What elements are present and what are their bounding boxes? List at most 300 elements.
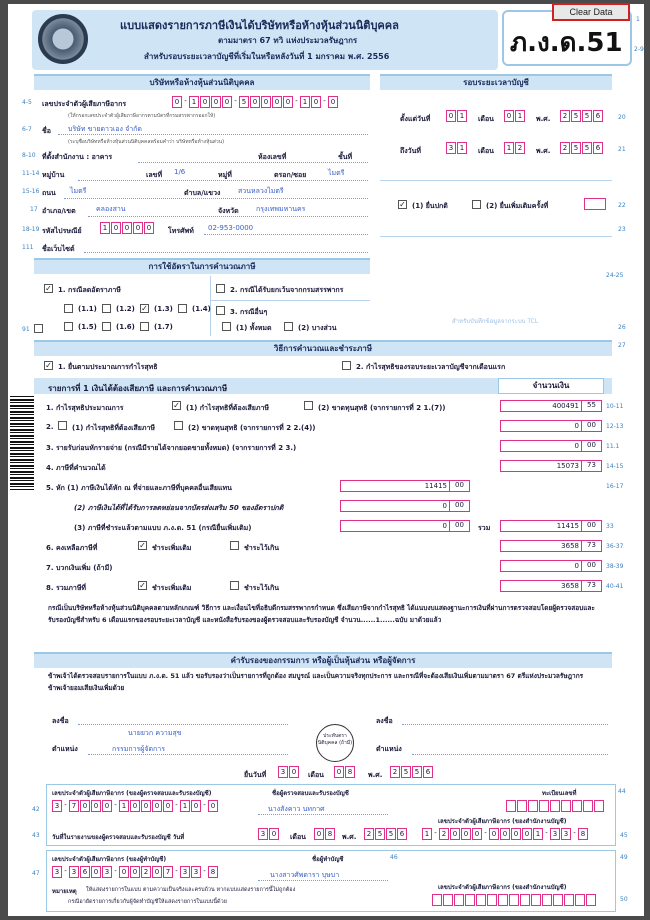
digit-cell[interactable]: - (322, 96, 327, 108)
bookkeeper-id-cells[interactable] (52, 866, 219, 878)
other-all-label: (1) ทั้งหมด (236, 324, 272, 332)
line5-label: 5. หัก (1) ภาษีเงินได้หัก ณ ที่จ่ายและภาษีที่บุคคลอื่นเสียแทน (46, 484, 232, 492)
digit-cell[interactable]: 1 (457, 110, 467, 122)
clear-data-button[interactable]: Clear Data (552, 3, 630, 21)
line1-baht: 400491 (552, 402, 579, 410)
postcode-cells[interactable] (100, 222, 155, 234)
bookkeeper-note-2: กรณีอายัดรายการเกี่ยวกับผู้จัดทำบัญชีให้แสดงรายการในแบบนี้ด้วย (68, 899, 227, 905)
digit-cell[interactable]: - (483, 828, 488, 840)
digit-cell[interactable]: 1 (100, 222, 110, 234)
digit-cell[interactable]: 0 (446, 110, 456, 122)
rate-option-1-2-checkbox[interactable] (102, 304, 111, 313)
digit-cell[interactable] (539, 800, 549, 812)
digit-cell[interactable]: 3 (69, 866, 79, 878)
digit-cell[interactable]: 5 (386, 828, 396, 840)
line5-2-satang: 00 (449, 500, 469, 512)
digit-cell[interactable]: 6 (80, 866, 90, 878)
office-id-label: เลขประจำตัวผู้เสียภาษีอากร (ของสำนักงานบัญชี) (438, 818, 567, 825)
position-line-2 (412, 754, 608, 755)
filing-day-cells[interactable] (278, 766, 300, 778)
line4-baht: 15073 (556, 462, 579, 470)
digit-cell[interactable]: 0 (133, 222, 143, 234)
digit-cell[interactable]: - (113, 800, 118, 812)
digit-cell[interactable] (528, 800, 538, 812)
digit-cell[interactable]: 0 (334, 766, 344, 778)
other-case-label: 3. กรณีอื่นๆ (230, 308, 268, 316)
digit-cell[interactable]: 0 (152, 800, 162, 812)
row-number: 4-5 (22, 99, 32, 106)
filing-date-label: ยื่นวันที่ (244, 771, 267, 779)
digit-cell[interactable] (509, 894, 519, 906)
cert-year-cells[interactable] (364, 828, 408, 840)
license-label: ทะเบียนเลขที่ (542, 790, 577, 797)
line6-pay-checkbox[interactable]: ✓ (139, 541, 146, 550)
digit-cell[interactable]: 1 (515, 110, 525, 122)
digit-cell[interactable]: 3 (102, 866, 112, 878)
digit-cell[interactable]: 2 (560, 142, 570, 154)
to-month-cells[interactable] (504, 142, 526, 154)
line5-total-amount[interactable] (500, 520, 602, 532)
digit-cell[interactable]: 5 (582, 142, 592, 154)
bookkeeper-note-prefix: หมายเหตุ (52, 888, 77, 895)
row-number: 24-25 (606, 272, 624, 279)
digit-cell[interactable]: 1 (422, 828, 432, 840)
digit-cell[interactable]: 3 (52, 866, 62, 878)
company-name-value[interactable]: บริษัท ขายดาวเอง จำกัด (68, 125, 142, 133)
line7-baht: 0 (574, 562, 579, 570)
digit-cell[interactable]: - (544, 828, 549, 840)
digit-cell[interactable] (487, 894, 497, 906)
soi-value[interactable]: ไมตรี (328, 169, 345, 177)
digit-cell[interactable]: 0 (141, 800, 151, 812)
digit-cell[interactable]: 2 (439, 828, 449, 840)
digit-cell[interactable]: 1 (189, 96, 199, 108)
digit-cell[interactable]: 0 (522, 828, 532, 840)
rate-option-1-6-checkbox[interactable] (102, 322, 111, 331)
digit-cell[interactable]: 0 (328, 96, 338, 108)
officer-note: สำหรับบันทึกข้อมูลจากระบบ TCL (452, 318, 539, 325)
digit-cell[interactable] (432, 894, 442, 906)
items-header: รายการที่ 1 เงินได้ต้องเสียภาษี และการคำนวณภาษี (48, 384, 228, 393)
exemption-checkbox[interactable] (216, 284, 225, 293)
digit-cell[interactable] (553, 894, 563, 906)
line2-profit-checkbox[interactable] (58, 421, 67, 430)
digit-cell[interactable]: 0 (450, 828, 460, 840)
row-number: 40-41 (606, 583, 624, 590)
rate-option-1-5-checkbox[interactable] (64, 322, 73, 331)
digit-cell[interactable]: 3 (550, 828, 560, 840)
road-value[interactable]: ไมตรี (70, 187, 87, 195)
bookkeeper-office-id-cells[interactable] (432, 894, 597, 906)
line5-2-baht: 0 (442, 502, 447, 510)
row-number: 23 (618, 226, 626, 233)
digit-cell[interactable] (542, 894, 552, 906)
district-value[interactable]: คลองสาน (96, 205, 126, 213)
digit-cell[interactable]: 0 (211, 96, 221, 108)
digit-cell[interactable]: - (63, 866, 68, 878)
cert-day-cells[interactable] (258, 828, 280, 840)
line6-pay-label: ชำระเพิ่มเติม (152, 544, 192, 552)
line8-label: 8. รวมภาษีที่ (46, 584, 87, 592)
signer-name[interactable]: นายยวก ความสุข (128, 729, 182, 737)
digit-cell[interactable]: 0 (311, 96, 321, 108)
digit-cell[interactable]: 2 (364, 828, 374, 840)
additional-count-input[interactable] (584, 198, 606, 210)
row-number: 2-9 (634, 46, 644, 53)
room-label: ห้องเลขที่ (258, 153, 287, 161)
estimate-method-checkbox[interactable]: ✓ (45, 361, 52, 370)
digit-cell[interactable]: 5 (375, 828, 385, 840)
digit-cell[interactable]: - (233, 96, 238, 108)
digit-cell[interactable] (498, 894, 508, 906)
line6-over-label: ชำระไว้เกิน (244, 544, 280, 552)
digit-cell[interactable] (586, 894, 596, 906)
position-value[interactable]: กรรมการผู้จัดการ (112, 745, 165, 753)
digit-cell[interactable]: 0 (500, 828, 510, 840)
address-line (138, 162, 368, 163)
rate-option-1-1-checkbox[interactable] (64, 304, 73, 313)
digit-cell[interactable]: 3 (52, 800, 62, 812)
line3-baht: 0 (574, 442, 579, 450)
line8-pay-checkbox[interactable]: ✓ (139, 581, 146, 590)
to-year-cells[interactable] (560, 142, 604, 154)
digit-cell[interactable]: - (63, 800, 68, 812)
line6-amount[interactable] (500, 540, 602, 552)
license-cells[interactable] (506, 800, 605, 812)
line1-label: 1. กำไรสุทธิประมาณการ (46, 404, 124, 412)
row-number: 49 (620, 854, 628, 861)
digit-cell[interactable]: 3 (561, 828, 571, 840)
digit-cell[interactable]: - (202, 800, 207, 812)
digit-cell[interactable]: 5 (239, 96, 249, 108)
line2-profit-label: (1) กำไรสุทธิที่ต้องเสียภาษี (72, 424, 156, 432)
digit-cell[interactable]: 0 (504, 110, 514, 122)
form-subtitle: ตามมาตรา 67 ทวิ แห่งประมวลรัษฎากร (218, 36, 358, 45)
digit-cell[interactable]: 0 (461, 828, 471, 840)
line5-1-amount[interactable] (340, 480, 470, 492)
to-day-cells[interactable] (446, 142, 468, 154)
row-number: 47 (32, 870, 40, 877)
company-section-header: บริษัทหรือห้างหุ้นส่วนนิติบุคคล (34, 74, 370, 90)
digit-cell[interactable]: 3 (278, 766, 288, 778)
digit-cell[interactable]: 1 (300, 96, 310, 108)
other-case-checkbox[interactable] (216, 306, 225, 315)
row-number: 43 (32, 832, 40, 839)
additional-filing-label: (2) ยื่นเพิ่มเติมครั้งที่ (486, 202, 549, 210)
bookkeeper-office-id-label: เลขประจำตัวผู้เสียภาษีอากร (ของสำนักงานบัญชี) (438, 884, 567, 891)
line6-baht: 3658 (561, 542, 579, 550)
filing-year-cells[interactable] (390, 766, 434, 778)
rate-option-1-3: (1.3) (154, 305, 173, 313)
amount-header: จำนวนเงิน (498, 378, 604, 394)
digit-cell[interactable]: 5 (412, 766, 422, 778)
digit-cell[interactable]: 1 (457, 142, 467, 154)
digit-cell[interactable]: - (174, 866, 179, 878)
form-subtitle-2: สำหรับรอบระยะเวลาบัญชีที่เริ่มในหรือหลังวันที่ 1 มกราคม พ.ศ. 2556 (144, 52, 390, 61)
digit-cell[interactable]: 8 (208, 866, 218, 878)
digit-cell[interactable]: - (202, 866, 207, 878)
digit-cell[interactable] (506, 800, 516, 812)
line2-loss-checkbox[interactable] (174, 421, 183, 430)
digit-cell[interactable]: 7 (69, 800, 79, 812)
digit-cell[interactable]: 2 (390, 766, 400, 778)
rate-option-1-6: (1.6) (116, 323, 135, 331)
cert-month-cells[interactable] (314, 828, 336, 840)
line1-loss-checkbox[interactable] (304, 401, 313, 410)
company-tax-id-cells[interactable] (172, 96, 339, 108)
digit-cell[interactable]: 0 (511, 828, 521, 840)
sign-label: ลงชื่อ (52, 717, 69, 725)
other-all-checkbox[interactable] (222, 322, 231, 331)
digit-cell[interactable]: - (433, 828, 438, 840)
digit-cell[interactable]: 0 (269, 828, 279, 840)
digit-cell[interactable] (465, 894, 475, 906)
line1-profit-checkbox[interactable]: ✓ (173, 401, 180, 410)
digit-cell[interactable] (572, 800, 582, 812)
digit-cell[interactable]: 6 (593, 142, 603, 154)
digit-cell[interactable]: 3 (191, 866, 201, 878)
sign-line (78, 724, 288, 725)
rate-option-1-7-checkbox[interactable] (140, 322, 149, 331)
digit-cell[interactable]: 6 (593, 110, 603, 122)
digit-cell[interactable]: 0 (144, 222, 154, 234)
line4-amount[interactable] (500, 460, 602, 472)
digit-cell[interactable]: 2 (141, 866, 151, 878)
digit-cell[interactable]: 0 (489, 828, 499, 840)
digit-cell[interactable] (443, 894, 453, 906)
line5-2-amount[interactable] (340, 500, 470, 512)
period-divider-2 (380, 236, 612, 237)
digit-cell[interactable]: 0 (250, 96, 260, 108)
rate-option-1-1: (1.1) (78, 305, 97, 313)
subdistrict-label: ตำบล/แขวง (184, 189, 221, 197)
form-title: แบบแสดงรายการภาษีเงินได้บริษัทหรือห้างหุ้นส่วนนิติบุคคล (120, 19, 399, 32)
line5-1-satang: 00 (449, 480, 469, 492)
digit-cell[interactable] (531, 894, 541, 906)
line3-amount[interactable] (500, 440, 602, 452)
digit-cell[interactable]: - (183, 96, 188, 108)
line8-over-label: ชำระไว้เกิน (244, 584, 280, 592)
digit-cell[interactable]: 5 (401, 766, 411, 778)
website-line (84, 252, 368, 253)
digit-cell[interactable]: - (294, 96, 299, 108)
digit-cell[interactable]: 3 (446, 142, 456, 154)
line8-over-checkbox[interactable] (230, 581, 239, 590)
phone-label: โทรศัพท์ (168, 227, 194, 235)
digit-cell[interactable]: 5 (582, 110, 592, 122)
tax-id-note: (ให้กรอกเลขประจำตัวผู้เสียภาษีอากรตามบัตรที่กรมสรรพากรออกให้) (68, 113, 216, 119)
digit-cell[interactable]: - (174, 800, 179, 812)
line2-label: 2. (46, 423, 54, 431)
line5-3-satang: 00 (449, 520, 469, 532)
line1-loss-label: (2) ขาดทุนสุทธิ (จากรายการที่ 2 1.(7)) (318, 404, 446, 412)
row-number: 20 (618, 114, 626, 121)
subdistrict-value[interactable]: สวนหลวงไมตรี (238, 187, 284, 195)
misc-checkbox[interactable] (34, 324, 43, 333)
digit-cell[interactable]: 6 (423, 766, 433, 778)
digit-cell[interactable]: 8 (345, 766, 355, 778)
digit-cell[interactable]: 7 (163, 866, 173, 878)
number-label: เลขที่ (146, 171, 163, 179)
line2-baht: 0 (574, 422, 579, 430)
digit-cell[interactable]: 0 (80, 800, 90, 812)
row-number: 33 (606, 523, 614, 530)
digit-cell[interactable]: 0 (283, 96, 293, 108)
digit-cell[interactable]: 1 (533, 828, 543, 840)
district-line (88, 216, 368, 217)
row-number: 26 (618, 324, 626, 331)
auditor-name-label: ชื่อผู้ตรวจสอบและรับรองบัญชี (272, 790, 349, 797)
office-id-cells[interactable] (422, 828, 589, 840)
line4-label: 4. ภาษีที่คำนวณได้ (46, 464, 106, 472)
digit-cell[interactable]: 2 (515, 142, 525, 154)
digit-cell[interactable]: 0 (261, 96, 271, 108)
other-part-checkbox[interactable] (284, 322, 293, 331)
row-number: 36-37 (606, 543, 624, 550)
row-number: 10-11 (606, 403, 624, 410)
line1-satang: 55 (581, 400, 601, 412)
additional-filing-checkbox[interactable] (472, 200, 481, 209)
from-month-cells[interactable] (504, 110, 526, 122)
digit-cell[interactable]: 5 (571, 110, 581, 122)
digit-cell[interactable] (476, 894, 486, 906)
digit-cell[interactable]: 3 (258, 828, 268, 840)
digit-cell[interactable]: 8 (578, 828, 588, 840)
digit-cell[interactable]: 0 (163, 800, 173, 812)
digit-cell[interactable] (561, 800, 571, 812)
digit-cell[interactable]: 0 (272, 96, 282, 108)
filing-month-cells[interactable] (334, 766, 356, 778)
digit-cell[interactable]: 0 (102, 800, 112, 812)
filing-year-label: พ.ศ. (368, 771, 383, 779)
row-number: 45 (620, 832, 628, 839)
digit-cell[interactable]: 0 (91, 800, 101, 812)
digit-cell[interactable]: 0 (172, 96, 182, 108)
digit-cell[interactable]: 3 (180, 866, 190, 878)
digit-cell[interactable]: 0 (152, 866, 162, 878)
from-day-cells[interactable] (446, 110, 468, 122)
digit-cell[interactable]: 6 (397, 828, 407, 840)
normal-filing-label: (1) ยื่นปกติ (412, 202, 448, 210)
reduced-rate-checkbox[interactable]: ✓ (45, 284, 52, 293)
form-code: ภ.ง.ด.51 (510, 28, 623, 58)
digit-cell[interactable] (575, 894, 585, 906)
tax-method-section-header: วิธีการคำนวณและชำระภาษี (34, 340, 612, 356)
row-number: 21 (618, 146, 626, 153)
digit-cell[interactable]: 0 (222, 96, 232, 108)
tax-form-page (8, 4, 644, 916)
digit-cell[interactable]: - (572, 828, 577, 840)
position-label-2: ตำแหน่ง (376, 745, 402, 753)
website-label: ชื่อเว็บไซต์ (42, 245, 75, 253)
line2-loss-label: (2) ขาดทุนสุทธิ (จากรายการที่ 2 2.(4)) (188, 424, 316, 432)
digit-cell[interactable]: 1 (504, 142, 514, 154)
line6-over-checkbox[interactable] (230, 541, 239, 550)
line2-amount[interactable] (500, 420, 602, 432)
normal-filing-checkbox[interactable]: ✓ (399, 200, 406, 209)
from-month-label: เดือน (478, 115, 494, 123)
line7-amount[interactable] (500, 560, 602, 572)
line5-total-satang: 00 (581, 520, 601, 532)
estimate-method-label: 1. ยื่นตามประมาณการกำไรสุทธิ (58, 363, 158, 371)
row-number: 50 (620, 896, 628, 903)
bookkeeper-note-1: ให้แสดงรายการในแบบ ตามความเป็นจริงและครบถ้วน หากแบบแสดงรายการนี้ไม่ถูกต้อง (86, 887, 296, 893)
number-value[interactable]: 1/6 (174, 168, 186, 176)
period-divider (380, 180, 612, 181)
digit-cell[interactable]: 0 (208, 800, 218, 812)
digit-cell[interactable]: 0 (289, 766, 299, 778)
digit-cell[interactable]: 0 (200, 96, 210, 108)
digit-cell[interactable] (564, 894, 574, 906)
digit-cell[interactable]: 0 (130, 866, 140, 878)
row-number: 42 (32, 806, 40, 813)
digit-cell[interactable]: 0 (119, 866, 129, 878)
digit-cell[interactable]: - (113, 866, 118, 878)
from-year-label: พ.ศ. (536, 115, 551, 123)
digit-cell[interactable] (454, 894, 464, 906)
row-number: 111 (22, 244, 34, 251)
digit-cell[interactable]: 8 (325, 828, 335, 840)
digit-cell[interactable]: 0 (130, 800, 140, 812)
digit-cell[interactable]: 0 (314, 828, 324, 840)
bookkeeper-name[interactable]: นางสาวศัพดารา บุษบา (270, 871, 340, 879)
digit-cell[interactable]: 2 (560, 110, 570, 122)
digit-cell[interactable]: 0 (122, 222, 132, 234)
rate-option-1-4-checkbox[interactable] (178, 304, 187, 313)
period-to-label: ถึงวันที่ (400, 147, 421, 155)
line8-baht: 3658 (561, 582, 579, 590)
digit-cell[interactable]: 0 (472, 828, 482, 840)
digit-cell[interactable]: 0 (91, 866, 101, 878)
line8-amount[interactable] (500, 580, 602, 592)
rate-option-1-3-checkbox[interactable]: ✓ (141, 304, 148, 313)
rate-option-1-2: (1.2) (116, 305, 135, 313)
postcode-label: รหัสไปรษณีย์ (42, 227, 82, 235)
auditor-name[interactable]: นางสังคาว นทกาศ (268, 805, 325, 813)
digit-cell[interactable] (520, 894, 530, 906)
auditor-id-cells[interactable] (52, 800, 219, 812)
from-year-cells[interactable] (560, 110, 604, 122)
digit-cell[interactable]: 1 (119, 800, 129, 812)
reduced-rate-label: 1. กรณีลดอัตราภาษี (58, 286, 121, 294)
floor-label: ชั้นที่ (338, 153, 353, 161)
first-months-method-checkbox[interactable] (342, 361, 351, 370)
digit-cell[interactable] (583, 800, 593, 812)
digit-cell[interactable] (517, 800, 527, 812)
line6-label: 6. คงเหลือภาษีที่ (46, 544, 98, 552)
sign-line-2 (402, 724, 608, 725)
company-name-note: (ระบุชื่อบริษัทหรือห้างหุ้นส่วนนิติบุคคลพร้อมคำว่า บริษัทหรือห้างหุ้นส่วน) (68, 139, 225, 145)
digit-cell[interactable]: 1 (180, 800, 190, 812)
digit-cell[interactable] (594, 800, 604, 812)
phone-value[interactable]: 02-953-0000 (208, 224, 254, 232)
row-number: 15-16 (22, 188, 40, 195)
line5-3-amount[interactable] (340, 520, 470, 532)
company-seal: ประทับตรานิติบุคคล (ถ้ามี) (316, 724, 354, 762)
digit-cell[interactable]: 0 (111, 222, 121, 234)
line3-label: 3. รายรับก่อนหักรายจ่าย (กรณีมีรายได้จากยอดขายทั้งหมด) (จากรายการที่ 2 3.) (46, 444, 297, 452)
revenue-dept-logo (38, 14, 88, 64)
line1-amount[interactable] (500, 400, 602, 412)
row-number: 11-14 (22, 170, 40, 177)
digit-cell[interactable] (550, 800, 560, 812)
digit-cell[interactable]: 5 (571, 142, 581, 154)
province-value[interactable]: กรุงเทพมหานคร (256, 205, 306, 213)
digit-cell[interactable]: 0 (191, 800, 201, 812)
address-label: ที่ตั้งสำนักงาน : อาคาร (42, 153, 113, 161)
road-label: ถนน (42, 189, 56, 197)
line6-satang: 73 (581, 540, 601, 552)
